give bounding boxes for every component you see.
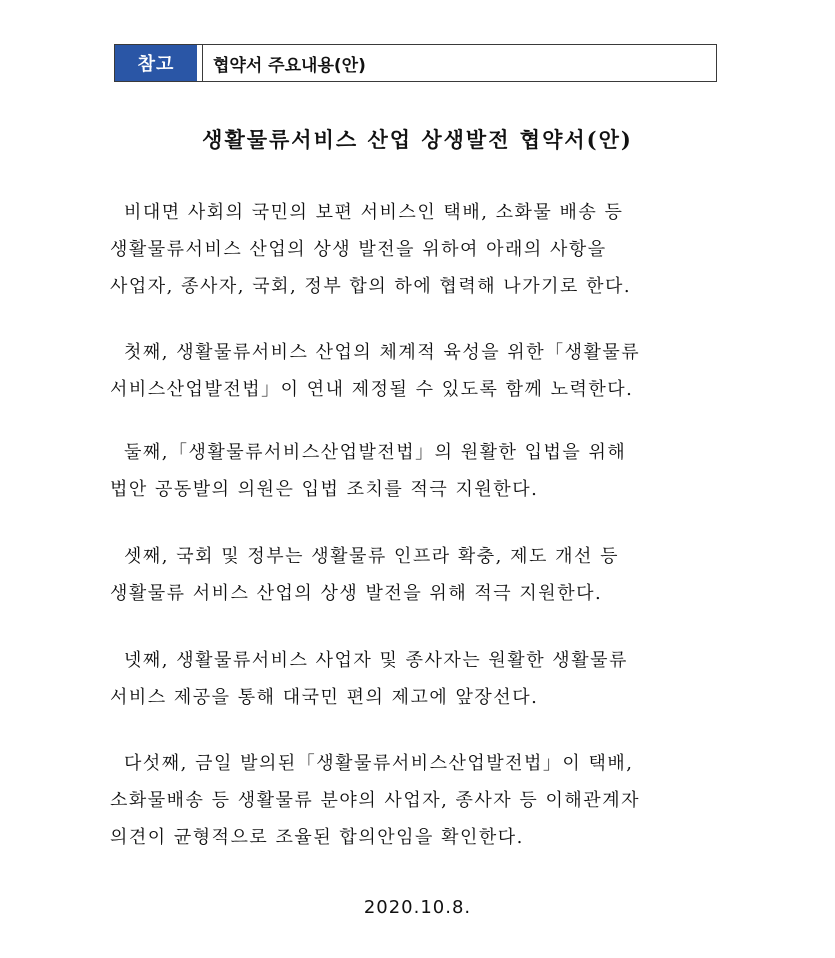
paragraph-line: 다섯째, 금일 발의된「생활물류서비스산업발전법」이 택배, xyxy=(124,753,634,774)
paragraph-line: 서비스산업발전법」이 연내 제정될 수 있도록 함께 노력한다. xyxy=(110,379,634,400)
paragraph-line: 생활물류 서비스 산업의 상생 발전을 위해 적극 지원한다. xyxy=(110,583,603,604)
paragraph-intro xyxy=(110,194,720,305)
paragraph-second xyxy=(110,434,720,508)
paragraph-line: 법안 공동발의 의원은 입법 조치를 적극 지원한다. xyxy=(110,479,539,500)
paragraph-first xyxy=(110,334,720,408)
paragraph-line: 비대면 사회의 국민의 보편 서비스인 택배, 소화물 배송 등 xyxy=(124,202,624,223)
document-date: 2020.10.8. xyxy=(363,897,472,918)
paragraph-line: 의견이 균형적으로 조율된 합의안임을 확인한다. xyxy=(110,827,524,848)
document-title: 생활물류서비스 산업 상생발전 협약서(안) xyxy=(202,127,633,152)
paragraph-line: 둘째,「생활물류서비스산업발전법」의 원활한 입법을 위해 xyxy=(124,442,627,463)
paragraph-line: 서비스 제공을 통해 대국민 편의 제고에 앞장선다. xyxy=(110,687,539,708)
paragraph-line: 소화물배송 등 생활물류 분야의 사업자, 종사자 등 이해관계자 xyxy=(110,790,640,811)
paragraph-third xyxy=(110,538,720,612)
paragraph-fourth xyxy=(110,642,720,716)
reference-tag: 참고 xyxy=(115,45,197,81)
paragraph-line: 생활물류서비스 산업의 상생 발전을 위하여 아래의 사항을 xyxy=(110,239,607,260)
paragraph-fifth xyxy=(110,745,720,856)
paragraph-line: 셋째, 국회 및 정부는 생활물류 인프라 확충, 제도 개선 등 xyxy=(124,546,619,567)
reference-title: 협약서 주요내용(안) xyxy=(213,55,366,76)
paragraph-line: 넷째, 생활물류서비스 사업자 및 종사자는 원활한 생활물류 xyxy=(124,650,628,671)
paragraph-line: 사업자, 종사자, 국회, 정부 합의 하에 협력해 나가기로 한다. xyxy=(110,276,632,297)
paragraph-line: 첫째, 생활물류서비스 산업의 체계적 육성을 위한「생활물류 xyxy=(124,342,641,363)
reference-header xyxy=(114,44,717,82)
